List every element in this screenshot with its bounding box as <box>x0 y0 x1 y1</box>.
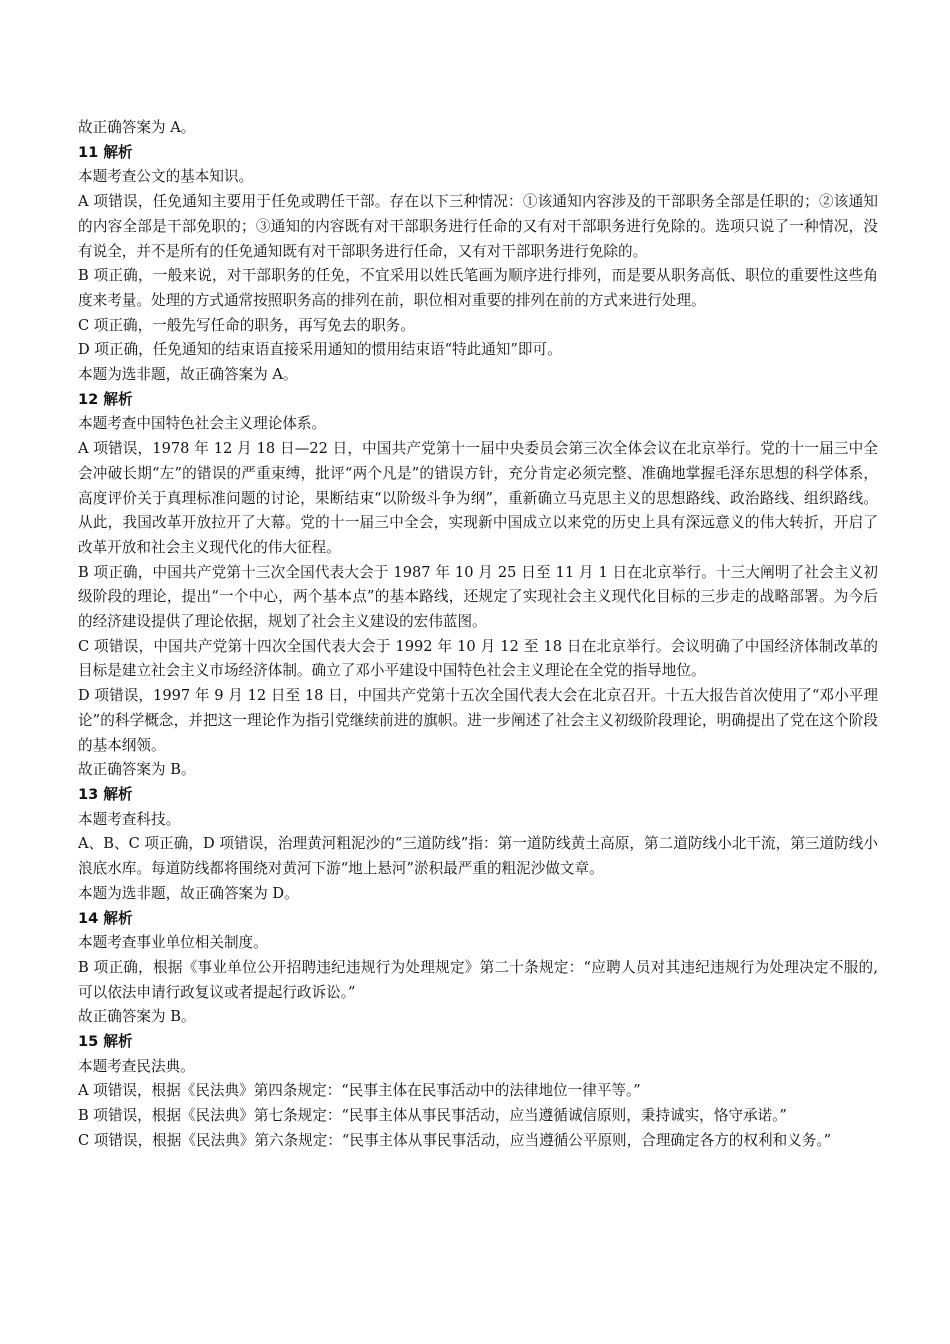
section-13 <box>78 783 878 907</box>
document-page <box>78 116 878 1154</box>
section-15 <box>78 1030 878 1154</box>
paragraph: B 项错误，根据《民法典》第七条规定：“民事主体从事民事活动，应当遵循诚信原则，秉持诚实，恪守承诺。” <box>78 1107 787 1125</box>
section-11 <box>78 141 878 388</box>
paragraph: B 项正确，根据《事业单位公开招聘违纪违规行为处理规定》第二十条规定：“应聘人员对其违纪违规行为处理决定不服的,可以依法申请行政复议或者提起行政诉讼。” <box>78 958 878 1001</box>
paragraph: B 项正确，中国共产党第十三次全国代表大会于 1987 年 10 月 25 日至 11 月 1 日在北京举行。十三大阐明了社会主义初级阶段的理论，提出“一个中心，两个基本点”的基本路线，还规定了实现社会主义现代化目标的三步走的战略部署。为今后的经济建设提供了理论依据，规划了社会主义建设的宏伟蓝图。 <box>78 563 878 631</box>
paragraph: A 项错误，任免通知主要用于任免或聘任干部。存在以下三种情况：①该通知内容涉及的干部职务全部是任职的；②该通知的内容全部是干部免职的；③通知的内容既有对干部职务进行任命的又有对干部职务进行免除的。选项只说了一种情况，没有说全，并不是所有的任免通知既有对干部职务进行任命，又有对干部职务进行免除的。 <box>78 193 878 260</box>
paragraph: 本题考查科技。 <box>78 810 181 828</box>
section-heading: 11 解析 <box>78 143 133 161</box>
paragraph: 本题考查中国特色社会主义理论体系。 <box>78 415 327 433</box>
section-heading: 13 解析 <box>78 785 133 803</box>
paragraph: A 项错误，根据《民法典》第四条规定：“民事主体在民事活动中的法律地位一律平等。” <box>78 1082 641 1100</box>
intro-line: 故正确答案为 A。 <box>78 119 196 136</box>
paragraph: D 项错误，1997 年 9 月 12 日至 18 日，中国共产党第十五次全国代表大会在北京召开。十五大报告首次使用了“邓小平理论”的科学概念，并把这一理论作为指引党继续前进的旗帜。进一步阐述了社会主义初级阶段理论，明确提出了党在这个阶段的基本纲领。 <box>78 687 878 754</box>
paragraph: C 项正确，一般先写任命的职务，再写免去的职务。 <box>78 316 415 334</box>
paragraph: A 项错误，1978 年 12 月 18 日—22 日，中国共产党第十一届中央委员会第三次全体会议在北京举行。党的十一届三中全会冲破长期“左”的错误的严重束缚，批评“两个凡是”的错误方针，充分肯定必须完整、准确地掌握毛泽东思想的科学体系，高度评价关于真理标准问题的讨论，果断结束“以阶级斗争为纲”，重新确立马克思主义的思想路线、政治路线、组织路线。从此，我国改革开放拉开了大幕。党的十一届三中全会，实现新中国成立以来党的历史上具有深远意义的伟大转折，开启了改革开放和社会主义现代化的伟大征程。 <box>78 440 878 556</box>
paragraph: 本题为选非题，故正确答案为 A。 <box>78 366 298 384</box>
paragraph: C 项错误，根据《民法典》第六条规定：“民事主体从事民事活动，应当遵循公平原则，合理确定各方的权利和义务。” <box>78 1131 832 1149</box>
section-14 <box>78 907 878 1031</box>
paragraph: 本题考查民法典。 <box>78 1057 195 1075</box>
paragraph: 本题考查公文的基本知识。 <box>78 168 254 186</box>
paragraph: B 项正确，一般来说，对干部职务的任免，不宜采用以姓氏笔画为顺序进行排列，而是要从职务高低、职位的重要性这些角度来考量。处理的方式通常按照职务高的排列在前，职位相对重要的排列在前的方式来进行处理。 <box>78 267 878 309</box>
section-12 <box>78 388 878 783</box>
paragraph: 故正确答案为 B。 <box>78 1008 196 1026</box>
paragraph: 本题为选非题，故正确答案为 D。 <box>78 884 299 902</box>
section-heading: 12 解析 <box>78 390 133 408</box>
paragraph: C 项错误，中国共产党第十四次全国代表大会于 1992 年 10 月 12 至 18 日在北京举行。会议明确了中国经济体制改革的目标是建立社会主义市场经济体制。确立了邓小平建设中国特色社会主义理论在全党的指导地位。 <box>78 637 878 680</box>
paragraph: 本题考查事业单位相关制度。 <box>78 934 268 952</box>
paragraph: A、B、C 项正确，D 项错误，治理黄河粗泥沙的“三道防线”指：第一道防线黄土高原，第二道防线小北干流，第三道防线小浪底水库。每道防线都将围绕对黄河下游“地上悬河”淤积最严重的粗泥沙做文章。 <box>78 835 878 878</box>
paragraph: D 项正确，任免通知的结束语直接采用通知的惯用结束语“特此通知”即可。 <box>78 341 562 359</box>
section-heading: 14 解析 <box>78 909 133 927</box>
section-heading: 15 解析 <box>78 1033 133 1051</box>
paragraph: 故正确答案为 B。 <box>78 761 196 779</box>
